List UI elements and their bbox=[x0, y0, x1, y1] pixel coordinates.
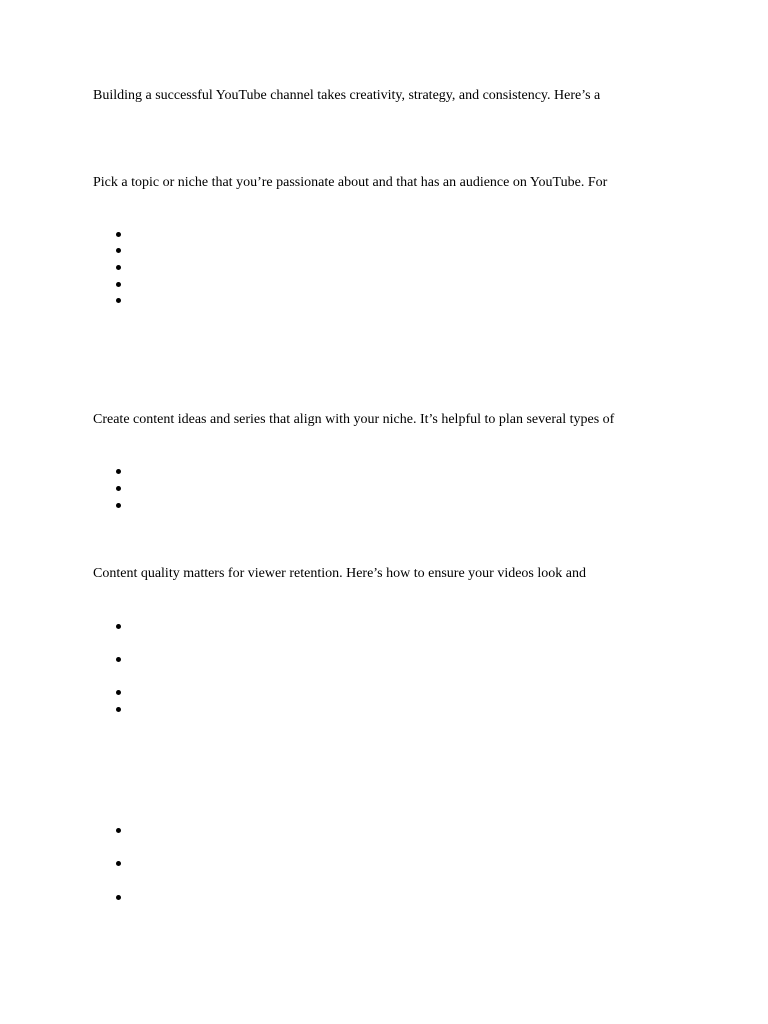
bullet-point bbox=[116, 657, 121, 662]
content-ideas-paragraph: Create content ideas and series that align with your niche. It’s helpful to plan several types of bbox=[93, 412, 615, 427]
bullet-point bbox=[116, 232, 121, 237]
bullet-point bbox=[116, 503, 121, 508]
bullet-point bbox=[116, 895, 121, 900]
bullet-point bbox=[116, 707, 121, 712]
bullet-point bbox=[116, 469, 121, 474]
bullet-point bbox=[116, 282, 121, 287]
intro-paragraph: Building a successful YouTube channel takes creativity, strategy, and consistency. Here’s a bbox=[93, 88, 601, 103]
content-quality-paragraph: Content quality matters for viewer retention. Here’s how to ensure your videos look and bbox=[93, 566, 586, 581]
bullet-point bbox=[116, 828, 121, 833]
bullet-point bbox=[116, 486, 121, 491]
bullet-point bbox=[116, 861, 121, 866]
bullet-point bbox=[116, 298, 121, 303]
bullet-point bbox=[116, 265, 121, 270]
bullet-point bbox=[116, 248, 121, 253]
bullet-point bbox=[116, 624, 121, 629]
bullet-point bbox=[116, 690, 121, 695]
niche-paragraph: Pick a topic or niche that you’re passionate about and that has an audience on YouTube. For bbox=[93, 175, 608, 190]
